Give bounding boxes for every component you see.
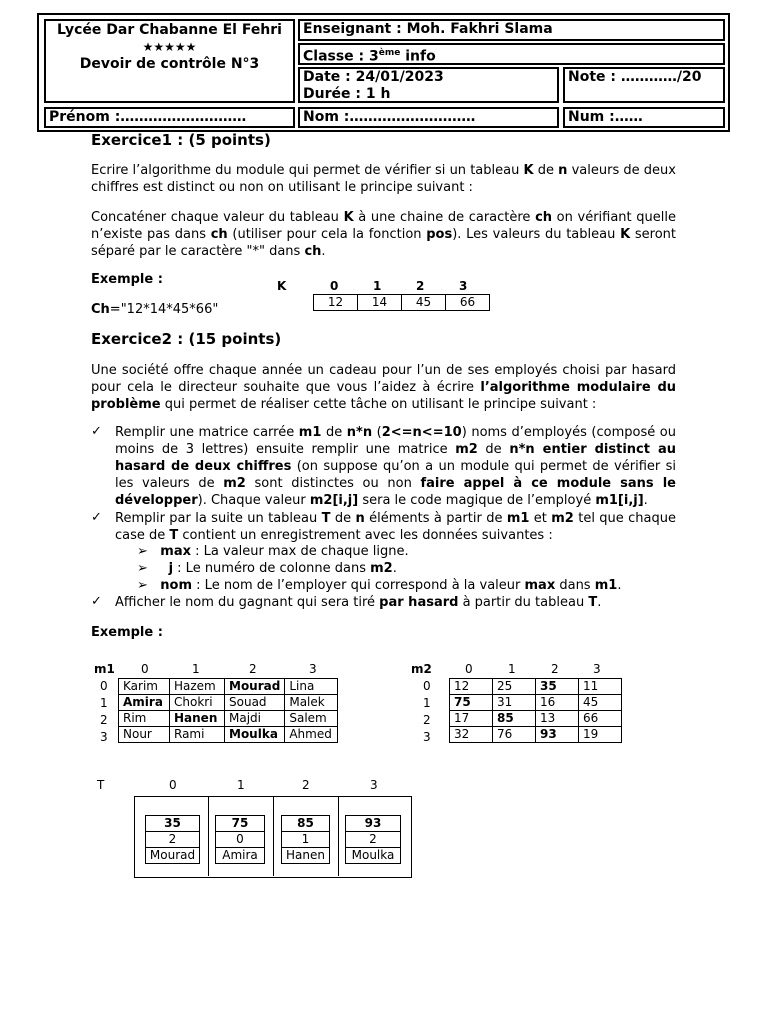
prenom-field: Prénom :………………………	[49, 109, 247, 125]
m2-cell: 17	[450, 711, 493, 727]
t-record-nom: Hanen	[282, 848, 330, 864]
ch-label: Ch	[91, 302, 110, 317]
date-label: Date : 24/01/2023	[303, 69, 444, 85]
m2-col-3: 3	[593, 662, 601, 676]
rating-stars: ★★★★★	[142, 40, 197, 54]
m2-col-1: 1	[508, 662, 516, 676]
m1-label: m1	[94, 662, 115, 676]
t-record-nom: Mourad	[146, 848, 200, 864]
t-index-0: 0	[169, 778, 177, 792]
step-1: Remplir une matrice carrée m1 de n*n (2<=n<=10) noms d’employés (composé ou moins de 3 lettres) ensuite remplir une matrice m2 de n*n entier distinct au hasard de deux chiffres (on suppose qu’on a un module qui permet de vérifier si les valeurs de m2 sont distinctes ou non faire appel à ce module sans le développer). Chaque valeur m2[i,j] sera le code magique de l’employé m1[i,j].	[115, 425, 676, 508]
t-record-j: 2	[346, 832, 401, 848]
m2-cell: 45	[579, 695, 622, 711]
m1-row-2: 2	[100, 713, 108, 727]
t-record-max: 75	[216, 816, 265, 832]
num-box	[563, 107, 725, 128]
m2-row-2: 2	[423, 713, 431, 727]
m2-label: m2	[411, 662, 432, 676]
m2-cell: 31	[493, 695, 536, 711]
field-nom: ➢ nom : Le nom de l’employer qui correspond à la valeur max dans m1.	[137, 578, 622, 593]
m1-cell: Majdi	[225, 711, 285, 727]
m2-cell: 11	[579, 679, 622, 695]
exercise2-intro: Une société offre chaque année un cadeau pour l’un de ses employés choisi par hasard pour cela le directeur souhaite que vous l’aidez à écrire l’algorithme modulaire du problème qui permet de réaliser cette tâche on utilisant le principe suivant :	[91, 363, 677, 413]
m1-cell: Malek	[285, 695, 338, 711]
m2-cell: 75	[450, 695, 493, 711]
k-index-1: 1	[373, 279, 382, 293]
m1-row-0: 0	[100, 679, 108, 693]
t-index-1: 1	[237, 778, 245, 792]
class-sup: ème	[378, 48, 401, 58]
class-suffix: info	[400, 48, 436, 65]
teacher-label: Enseignant : Moh. Fakhri Slama	[303, 21, 553, 37]
m2-cell: 13	[536, 711, 579, 727]
num-field: Num :……	[568, 109, 643, 125]
t-record-max: 35	[146, 816, 200, 832]
teacher-box	[298, 19, 725, 41]
m2-cell: 85	[493, 711, 536, 727]
t-record-nom: Moulka	[346, 848, 401, 864]
t-divider	[338, 796, 339, 876]
exercise1-principle: Concaténer chaque valeur du tableau K à une chaine de caractère ch on vérifiant quelle n’existe pas dans ch (utiliser pour cela la fonction pos). Les valeurs du tableau K seront séparé par le caractère "*" dans ch.	[91, 210, 676, 260]
m1-cell: Souad	[225, 695, 285, 711]
date-box	[298, 67, 559, 103]
m1-row-1: 1	[100, 696, 108, 710]
class-prefix: Classe : 3	[303, 48, 379, 65]
t-record-2	[281, 815, 330, 864]
m2-cell: 93	[536, 727, 579, 743]
step-3: Afficher le nom du gagnant qui sera tiré par hasard à partir du tableau T.	[115, 595, 602, 610]
m2-cell: 35	[536, 679, 579, 695]
t-index-3: 3	[370, 778, 378, 792]
t-record-j: 1	[282, 832, 330, 848]
exercise2-title: Exercice2 : (15 points)	[91, 330, 282, 348]
m2-cell: 12	[450, 679, 493, 695]
m2-cell: 76	[493, 727, 536, 743]
exercise1-statement: Ecrire l’algorithme du module qui permet de vérifier si un tableau K de n valeurs de deux chiffres est distinct ou non on utilisant le principe suivant :	[91, 163, 676, 196]
k-array-table	[313, 294, 490, 311]
m1-matrix	[118, 678, 338, 743]
t-record-0	[145, 815, 200, 864]
m1-cell: Hanen	[170, 711, 225, 727]
school-name: Lycée Dar Chabanne El Fehri	[57, 22, 282, 38]
m1-cell: Nour	[119, 727, 170, 743]
m1-cell: Mourad	[225, 679, 285, 695]
t-divider	[273, 796, 274, 876]
field-j: ➢ j : Le numéro de colonne dans m2.	[137, 561, 397, 576]
t-record-max: 85	[282, 816, 330, 832]
prenom-box	[44, 107, 295, 128]
note-box	[563, 67, 725, 103]
t-record-3	[345, 815, 401, 864]
k-cell: 14	[358, 295, 402, 311]
k-cell: 66	[446, 295, 490, 311]
t-array-label: T	[97, 778, 105, 792]
note-label: Note : …………/20	[568, 69, 702, 85]
m1-cell: Rim	[119, 711, 170, 727]
t-record-j: 0	[216, 832, 265, 848]
exercise2-example-label: Exemple :	[91, 625, 163, 640]
m2-row-3: 3	[423, 730, 431, 744]
m1-col-1: 1	[192, 662, 200, 676]
check-icon: ✓	[91, 424, 102, 439]
check-icon: ✓	[91, 594, 102, 609]
step-2: Remplir par la suite un tableau T de n éléments à partir de m1 et m2 tel que chaque case de T contient un enregistrement avec les données suivantes :	[115, 511, 677, 543]
m1-row-3: 3	[100, 730, 108, 744]
t-index-2: 2	[302, 778, 310, 792]
k-index-0: 0	[330, 279, 339, 293]
m2-cell: 66	[579, 711, 622, 727]
m1-col-3: 3	[309, 662, 317, 676]
m1-cell: Moulka	[225, 727, 285, 743]
k-cell: 12	[314, 295, 358, 311]
m1-cell: Amira	[119, 695, 170, 711]
exercise1-example-label: Exemple :	[91, 272, 163, 287]
k-cell: 45	[402, 295, 446, 311]
t-record-j: 2	[146, 832, 200, 848]
m1-cell: Rami	[170, 727, 225, 743]
k-index-3: 3	[459, 279, 468, 293]
m1-cell: Hazem	[170, 679, 225, 695]
m1-cell: Ahmed	[285, 727, 338, 743]
school-box	[44, 19, 295, 103]
nom-box	[298, 107, 559, 128]
m2-row-1: 1	[423, 696, 431, 710]
m1-col-2: 2	[249, 662, 257, 676]
m1-col-0: 0	[141, 662, 149, 676]
exam-title: Devoir de contrôle N°3	[79, 56, 260, 72]
m2-cell: 16	[536, 695, 579, 711]
m2-cell: 32	[450, 727, 493, 743]
m2-cell: 19	[579, 727, 622, 743]
m2-col-2: 2	[551, 662, 559, 676]
m2-row-0: 0	[423, 679, 431, 693]
m1-cell: Chokri	[170, 695, 225, 711]
class-box	[298, 43, 725, 65]
ch-example	[91, 302, 218, 317]
m2-col-0: 0	[465, 662, 473, 676]
nom-field: Nom :………………………	[303, 109, 476, 125]
check-icon: ✓	[91, 510, 102, 525]
m1-cell: Lina	[285, 679, 338, 695]
t-divider	[208, 796, 209, 876]
m2-matrix	[449, 678, 622, 743]
m1-cell: Salem	[285, 711, 338, 727]
duration-label: Durée : 1 h	[303, 86, 391, 102]
ch-value: ="12*14*45*66"	[109, 302, 219, 317]
exercise1-title: Exercice1 : (5 points)	[91, 131, 271, 149]
k-index-2: 2	[416, 279, 425, 293]
k-array-label: K	[277, 279, 287, 293]
m2-cell: 25	[493, 679, 536, 695]
t-record-nom: Amira	[216, 848, 265, 864]
field-max: ➢ max : La valeur max de chaque ligne.	[137, 544, 409, 559]
t-record-max: 93	[346, 816, 401, 832]
m1-cell: Karim	[119, 679, 170, 695]
class-label	[300, 45, 723, 66]
t-record-1	[215, 815, 265, 864]
